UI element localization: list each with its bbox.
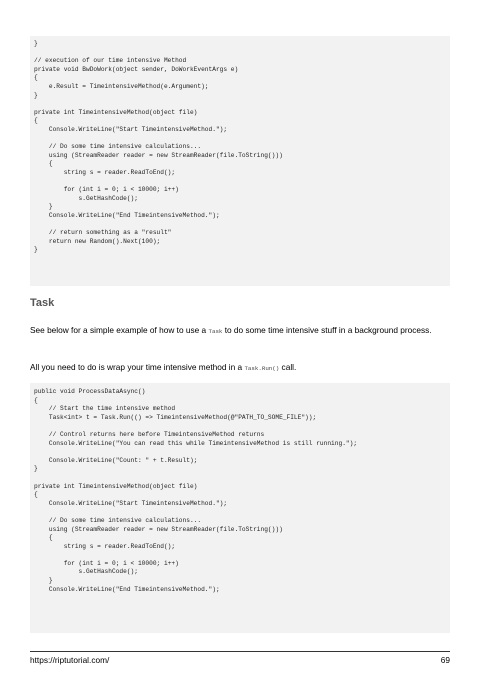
code-line: for (int i = 0; i < 10000; i++) [34, 559, 179, 567]
paragraph-2-text-after: call. [279, 362, 297, 372]
code-line [34, 448, 446, 457]
code-line: { [34, 491, 38, 499]
footer-url-link[interactable]: https://riptutorial.com/ [30, 655, 110, 665]
code-line [34, 422, 446, 431]
code-line: } [34, 91, 38, 99]
code-line: // Control returns here before TimeintensiveMethod returns [34, 430, 265, 438]
code-line: Console.WriteLine("Start TimeintensiveMethod."); [34, 125, 228, 133]
paragraph-1 [30, 324, 450, 338]
code-line: { [34, 160, 53, 168]
code-line: } [34, 465, 38, 473]
code-line: { [34, 396, 38, 404]
code-line [34, 135, 446, 144]
code-line: s.GetHashCode(); [34, 194, 138, 202]
section-heading: Task [30, 297, 55, 309]
code-line: return new Random().Next(100); [34, 237, 161, 245]
code-line: // return something as a "result" [34, 229, 172, 237]
code-line: Console.WriteLine("Count: " + t.Result); [34, 456, 198, 464]
code-line: e.Result = TimeintensiveMethod(e.Argument); [34, 82, 209, 90]
code-line [34, 178, 446, 187]
code-line [34, 551, 446, 560]
code-block-1 [30, 36, 450, 286]
code-line: } [34, 40, 38, 47]
code-line: { [34, 117, 38, 125]
code-line: using (StreamReader reader = new StreamReader(file.ToString())) [34, 525, 283, 533]
code-line: for (int i = 0; i < 10000; i++) [34, 186, 179, 194]
code-line: using (StreamReader reader = new StreamReader(file.ToString())) [34, 151, 283, 159]
code-line: private void BwDoWork(object sender, DoWorkEventArgs e) [34, 65, 239, 73]
code-line: Console.WriteLine("End TimeintensiveMethod."); [34, 211, 220, 219]
code-line: } [34, 203, 53, 211]
code-line: { [34, 74, 38, 82]
paragraph-1-inline-code: Task [208, 328, 223, 335]
code-line [34, 508, 446, 517]
code-line [34, 49, 446, 58]
code-line [34, 474, 446, 483]
code-line: Console.WriteLine("Start TimeintensiveMethod."); [34, 499, 228, 507]
code-line: Task<int> t = Task.Run(() => TimeintensiveMethod(@"PATH_TO_SOME_FILE")); [34, 413, 317, 421]
code-line: string s = reader.ReadToEnd(); [34, 542, 176, 550]
code-line: { [34, 534, 53, 542]
code-line: // Do some time intensive calculations... [34, 516, 202, 524]
code-line [34, 100, 446, 109]
code-line: Console.WriteLine("You can read this while TimeintensiveMethod is still running."); [34, 439, 358, 447]
paragraph-2-text-before: All you need to do is wrap your time intensive method in a [30, 362, 245, 372]
code-line: } [34, 577, 53, 585]
code-line: // Do some time intensive calculations... [34, 143, 202, 151]
code-block-2 [30, 383, 450, 633]
code-line: s.GetHashCode(); [34, 568, 138, 576]
code-line: // Start the time intensive method [34, 405, 176, 413]
code-line: Console.WriteLine("End TimeintensiveMethod."); [34, 585, 220, 593]
code-line: private int TimeintensiveMethod(object file) [34, 482, 198, 490]
paragraph-1-text-after: to do some time intensive stuff in a background process. [222, 325, 432, 335]
footer-page-number: 69 [440, 655, 450, 665]
code-line: // execution of our time intensive Method [34, 57, 187, 65]
code-line: } [34, 246, 38, 254]
code-line: private int TimeintensiveMethod(object file) [34, 108, 198, 116]
paragraph-1-text-before: See below for a simple example of how to use a [30, 325, 209, 335]
paragraph-2-inline-code: Task.Run() [244, 365, 280, 372]
footer-divider [30, 651, 450, 652]
code-line: public void ProcessDataAsync() [34, 388, 146, 395]
code-line [34, 220, 446, 229]
code-line: string s = reader.ReadToEnd(); [34, 168, 176, 176]
paragraph-2 [30, 361, 450, 375]
